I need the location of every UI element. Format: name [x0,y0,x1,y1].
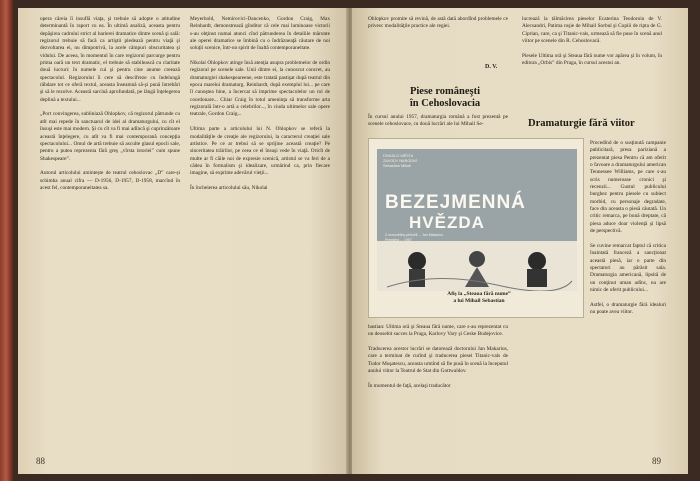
page-number-left: 88 [36,456,45,466]
left-page-column-1: opera căreia îi insuflă viaţa, şi trebuie să adopte o atitudine determinantă în raport cu ea. În ultimă analiză, aceasta pentru depăşirea cadrului strict al barierei dramatice dintre scenă şi sală: regizorul trebuie să facă ca artiştii pledează pentru viaţă şi dezvoltarea ei, nu dimpotrivă, la acele câmpuri obscuritatea şi vidului. De aceea, în momentul în care regizorul parcurge pentru prima oară un text dramatic, el trebuie să stabilească cu claritate două lucruri: în numele cui şi pentru cine anume creează spectacolul. Regizorului îi cere să descifreze cu îndelungă răbdare tot ce oferă textul, aceasta înseamnă să-şi pună întrebări şi să le rezolve. Această sarcină aprofundată, pe lângă înţelegerea deplină a textului... „Port convingerea, subliniază Ohlopkov, că regizorul pătrunde cu atît mai repede în sanctuarul de idei al dramaturgului, cu cît el însuşi este mai modern. Şi cu cît va fi mai adîncă şi cuprinzătoare această înţelegere, cu atît va fi mai contemporană concepţia spectacolului... Omul de artă trebuie să asculte glasul epocii sale, pentru a putea reprezenta fără greş „vîrsta istoriei” cum spune Shakespeare”. Autorul articolului amintește de teatrul cehoslovac „D” care-și schimba anual cifra — D-1956, D-1957, D-1958, marcînd în acest fel, contemporaneitatea sa. [40,16,180,191]
right-col1-top-text: Ohlopkov promite să revină, de astă dată abordînd problemele ce privesc modalităţile practice ale regiei. [368,16,508,30]
poster-title-line-2: HVĚZDA [409,213,485,232]
page-number-right: 89 [652,456,661,466]
right-col1-bottom-text: bastian: Ultima oră şi Steaua fără nume, care s-au reprezentat cu un deosebit succes la Praga, Karlovy Vary şi Ceske Budejovice. Traducerea acestor lucrări se datorează doctorului Jan Makarius, care a terminat de curînd şi traducerea piesei Titanic-vals de Tudor Muşatescu, aceasta urmînd să fie pusă în scenă la începutul anului viitor la Teatrul de Stat din Gottwaldov. În momentul de faţă, acelaşi traducător [368,324,508,389]
poster-header-text: DIVADLO MĚSTA ZAVODY NARODNÍ Sebastian Mihail [383,154,417,168]
poster-subtitle: Z rumunštiny přeložil ... Jan Makarius Premiéra ... 1957 [385,233,443,242]
left-page [18,8,348,474]
poster-illustration [377,241,577,291]
left-page-column-2: Meyerhold, Nemirovici-Dancenko, Gordon Craig, Max Reinhardt, demonstrează gînditor că cele mai luminoase victorii s-au obţinut numai atunci cînd pătrunderea în detaliile mărunte ale operei dramatice se îmbină cu o îndrăzneaţă căutare de noi soluţii scenice, într-un spirit de înaltă contemporaneitate. Nikolai Ohlopkov atinge însă atenţia asupra problemelor de ordin regizoral pe scenele sale. Unii dintre ei, la cunoscut concret, au dramaturgiei shakespeareene, este tratată pastişat după teatrul din epoca marelui dramaturg. Reinhardt, după exemplul lui... pe care îl cunoştea bine, a încercat să imprime spectacolelor un rol de coordonare... Chiar Craig în totul ameninţa să transforme arta regizorală într-o artă a celebrilor..., în ciuda ultimelor sale opere teatrale, Gordon Craig... Ultima parte a articolului lui N. Ohlopkov se referă la modalităţile de creaţie ale regizorului, la caracterul creaţiei sale artistice. Pe ce ar trebui să se sprijine această creaţie? Pe sinceritatea trăirilor, pe ceea ce el însuşi vede în viaţă. Oricît de multe ar fi căile noi de expresie scenică, artistul se va feri de a cădea în formalism şi idealizare, urmărind ca, prin fiecare imagine, să exprime adevărul vieţii... În încheierea articolului său, Nikolai [190,16,330,191]
poster-image [377,149,577,287]
poster-figure [368,138,584,318]
right-col2-bottom-text: Procedînd de o susţinută campanie publicitară, presa pariziană a prezentat piesa Pentru că am oferit o favoare a dramaturgului american Tennessee Williams, pe care s-au scris numeroase cronici şi recenzii... Gustul publicului burghez pentru piesele cu subiect morbid, cu personaje degradate, face din aceasta o piesă căutată. Un critic remarca, pe bună dreptate, că piesa aduce doar violenţă şi lipsă de perspectivă. Se cuvine remarcat faptul că critica înaintată franceză a sancţionat această piesă, iar o parte din spectatori au părăsit sala. Dramaturgia americană, lipsită de un conţinut uman adînc, nu are nimic de oferit publicului... Astfel, o dramaturgie fără idealuri nu poate avea viitor. [590,140,666,315]
right-page [352,8,688,474]
right-col2-top-text: lucrează la tălmăcirea pieselor Ecaterina Teodoroiu de V. Alecsandri, Patima roşie de Mihail Sorbul şi Copiii de ripta de G. Ciprian, care, ca şi Titanic-vals, urmează să fie puse în scenă anul viitor pe scenele din R. Cehoslovacă. Piesele Ultima oră şi Steaua fără nume vor apărea şi în volum, în editura „Orbis” din Praga, în cursul acestui an. [522,16,662,67]
heading-dramaturgie-fara-viitor: Dramaturgie fără viitor [528,118,635,129]
heading-piese-romanesti: Piese româneşti în Cehoslovacia [409,86,481,109]
signature: D. V. [485,64,498,70]
right-col1-intro: În cursul anului 1957, dramaturgia română a fost prezentă pe scenele cehoslovace, cu două lucrări ale lui Mihail Se- [368,114,508,128]
figure-caption: Afiş la „Steaua fără nume” a lui Mihail Sebastian [447,291,511,304]
poster-title-line-1: BEZEJMENNÁ [385,192,526,213]
